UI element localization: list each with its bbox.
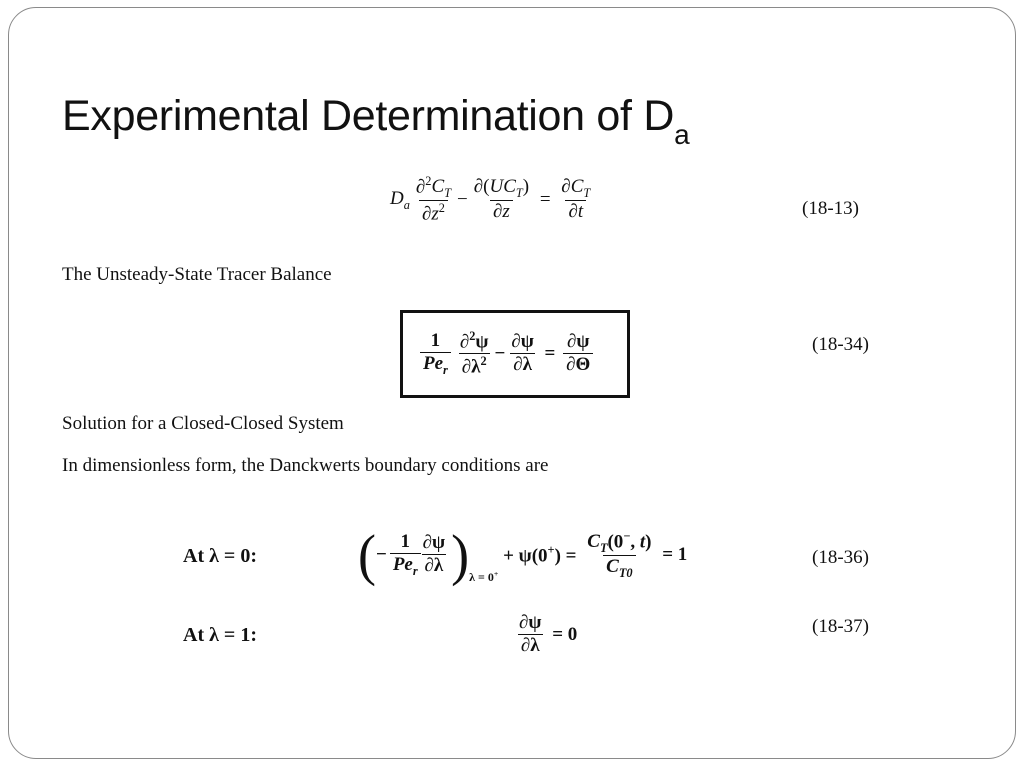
- tracer-balance-text: The Unsteady-State Tracer Balance: [62, 264, 332, 285]
- title-subscript: a: [674, 119, 690, 150]
- equation-18-13: $D_a$ $\frac{\partial^2C_T}{\partial z^2}$ − $\frac{\partial(UC_T)}{\partial z}$ = $\frac{\partial C_T}{\partial t}$: [390, 174, 591, 225]
- slide-title: [62, 92, 690, 150]
- closed-system-text: Solution for a Closed-Closed System: [62, 413, 344, 434]
- equation-number-18-13: (18-13): [802, 198, 859, 219]
- title-main: Experimental Determination of D: [62, 92, 675, 140]
- equation-18-36-label: At λ = 0:: [183, 545, 257, 567]
- equation-number-18-36: (18-36): [812, 547, 869, 568]
- equation-number-18-37: (18-37): [812, 616, 869, 637]
- equation-18-37: $\frac{\partial\psi}{\partial\lambda}$ = 0: [519, 612, 578, 656]
- equation-number-18-34: (18-34): [812, 334, 869, 355]
- equation-18-36: ( − $\frac{1}{Pe_r}$ $\frac{\partial\psi}{\partial\lambda}$ ) λ = 0+ + ψ(0+) = $\frac{C_T(0^-, t)}{C_{T0}}$ = 1: [358, 523, 688, 587]
- equation-18-37-label: At λ = 1:: [183, 624, 257, 646]
- equation-18-34: $\frac{1}{Pe_r}$ $\frac{\partial^2\psi}{\partial\lambda^2}$ − $\frac{\partial\psi}{\partial\lambda}$ = $\frac{\partial\psi}{\partial\Theta}$: [400, 310, 630, 398]
- danckwerts-text: In dimensionless form, the Danckwerts boundary conditions are: [62, 455, 549, 476]
